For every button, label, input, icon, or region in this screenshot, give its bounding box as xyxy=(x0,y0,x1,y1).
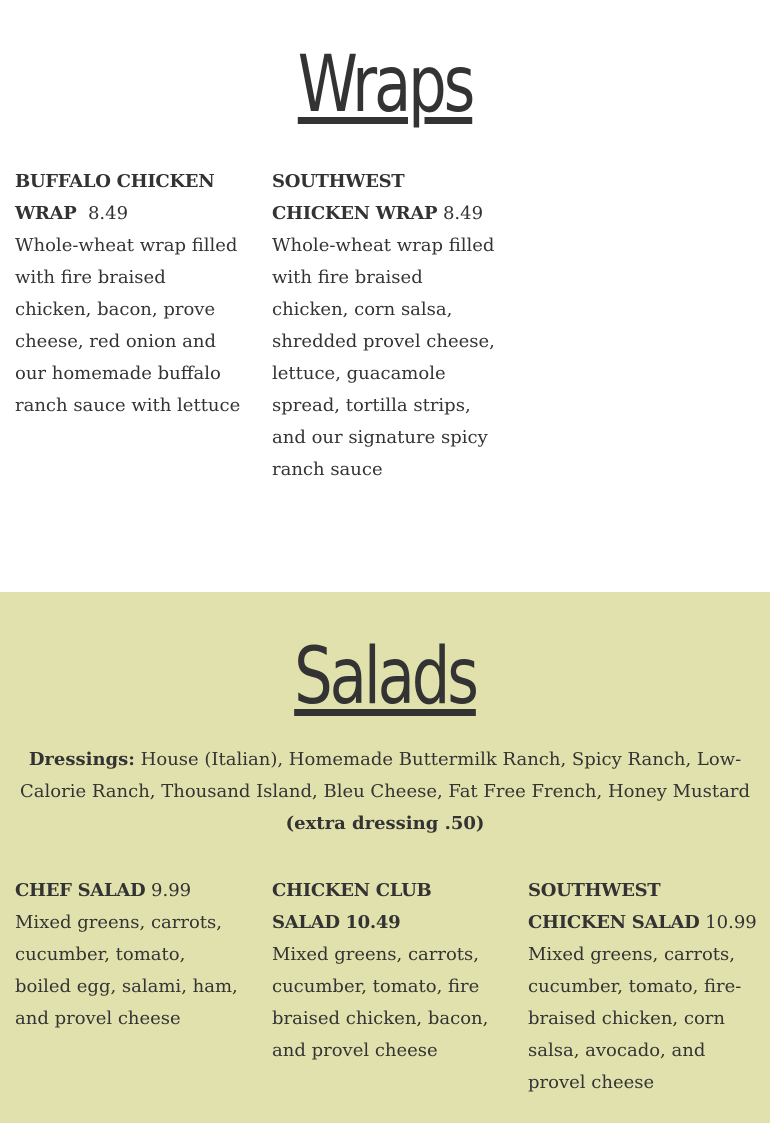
item-price: 8.49 xyxy=(442,203,484,224)
item-price: 8.49 xyxy=(87,203,129,224)
salads-section xyxy=(0,592,770,1123)
extra-dressing-note: (extra dressing .50) xyxy=(285,813,485,834)
item-description: Mixed greens, carrots, cucumber, tomato, fire-braised chicken, corn salsa, avocado, and provel cheese xyxy=(528,944,742,1093)
item-description: Whole-wheat wrap filled with fire braised chicken, bacon, prove cheese, red onion and our homemade buffalo ranch sauce with lettuce xyxy=(15,235,241,416)
item-name: SOUTHWEST CHICKEN SALAD xyxy=(528,880,700,933)
item-price: 10.99 xyxy=(705,912,757,933)
menu-item-chef-salad xyxy=(15,875,247,1035)
menu-item-buffalo-chicken-wrap xyxy=(15,166,247,422)
salads-heading: Salads xyxy=(294,632,476,722)
item-name: SOUTHWEST CHICKEN WRAP xyxy=(272,171,438,224)
dressings-note xyxy=(12,744,758,840)
menu-item-southwest-chicken-salad xyxy=(528,875,760,1099)
dressings-list: House (Italian), Homemade Buttermilk Ranch, Spicy Ranch, Low-Calorie Ranch, Thousand Island, Bleu Cheese, Fat Free French, Honey Mustard xyxy=(20,749,750,802)
item-name: CHICKEN CLUB SALAD xyxy=(272,880,432,933)
item-price: 10.49 xyxy=(345,912,401,933)
item-description: Mixed greens, carrots, cucumber, tomato, boiled egg, salami, ham, and provel cheese xyxy=(15,912,238,1029)
item-name: CHEF SALAD xyxy=(15,880,146,901)
item-name: BUFFALO CHICKEN WRAP xyxy=(15,171,215,224)
menu-item-southwest-chicken-wrap xyxy=(272,166,504,486)
dressings-label: Dressings: xyxy=(28,749,135,770)
wraps-heading: Wraps xyxy=(297,40,473,130)
menu-item-chicken-club-salad xyxy=(272,875,504,1067)
item-price: 9.99 xyxy=(151,880,192,901)
item-description: Mixed greens, carrots, cucumber, tomato, fire braised chicken, bacon, and provel cheese xyxy=(272,944,489,1061)
item-description: Whole-wheat wrap filled with fire braised chicken, corn salsa, shredded provel cheese, lettuce, guacamole spread, tortilla strips, and our signature spicy ranch sauce xyxy=(272,235,495,480)
